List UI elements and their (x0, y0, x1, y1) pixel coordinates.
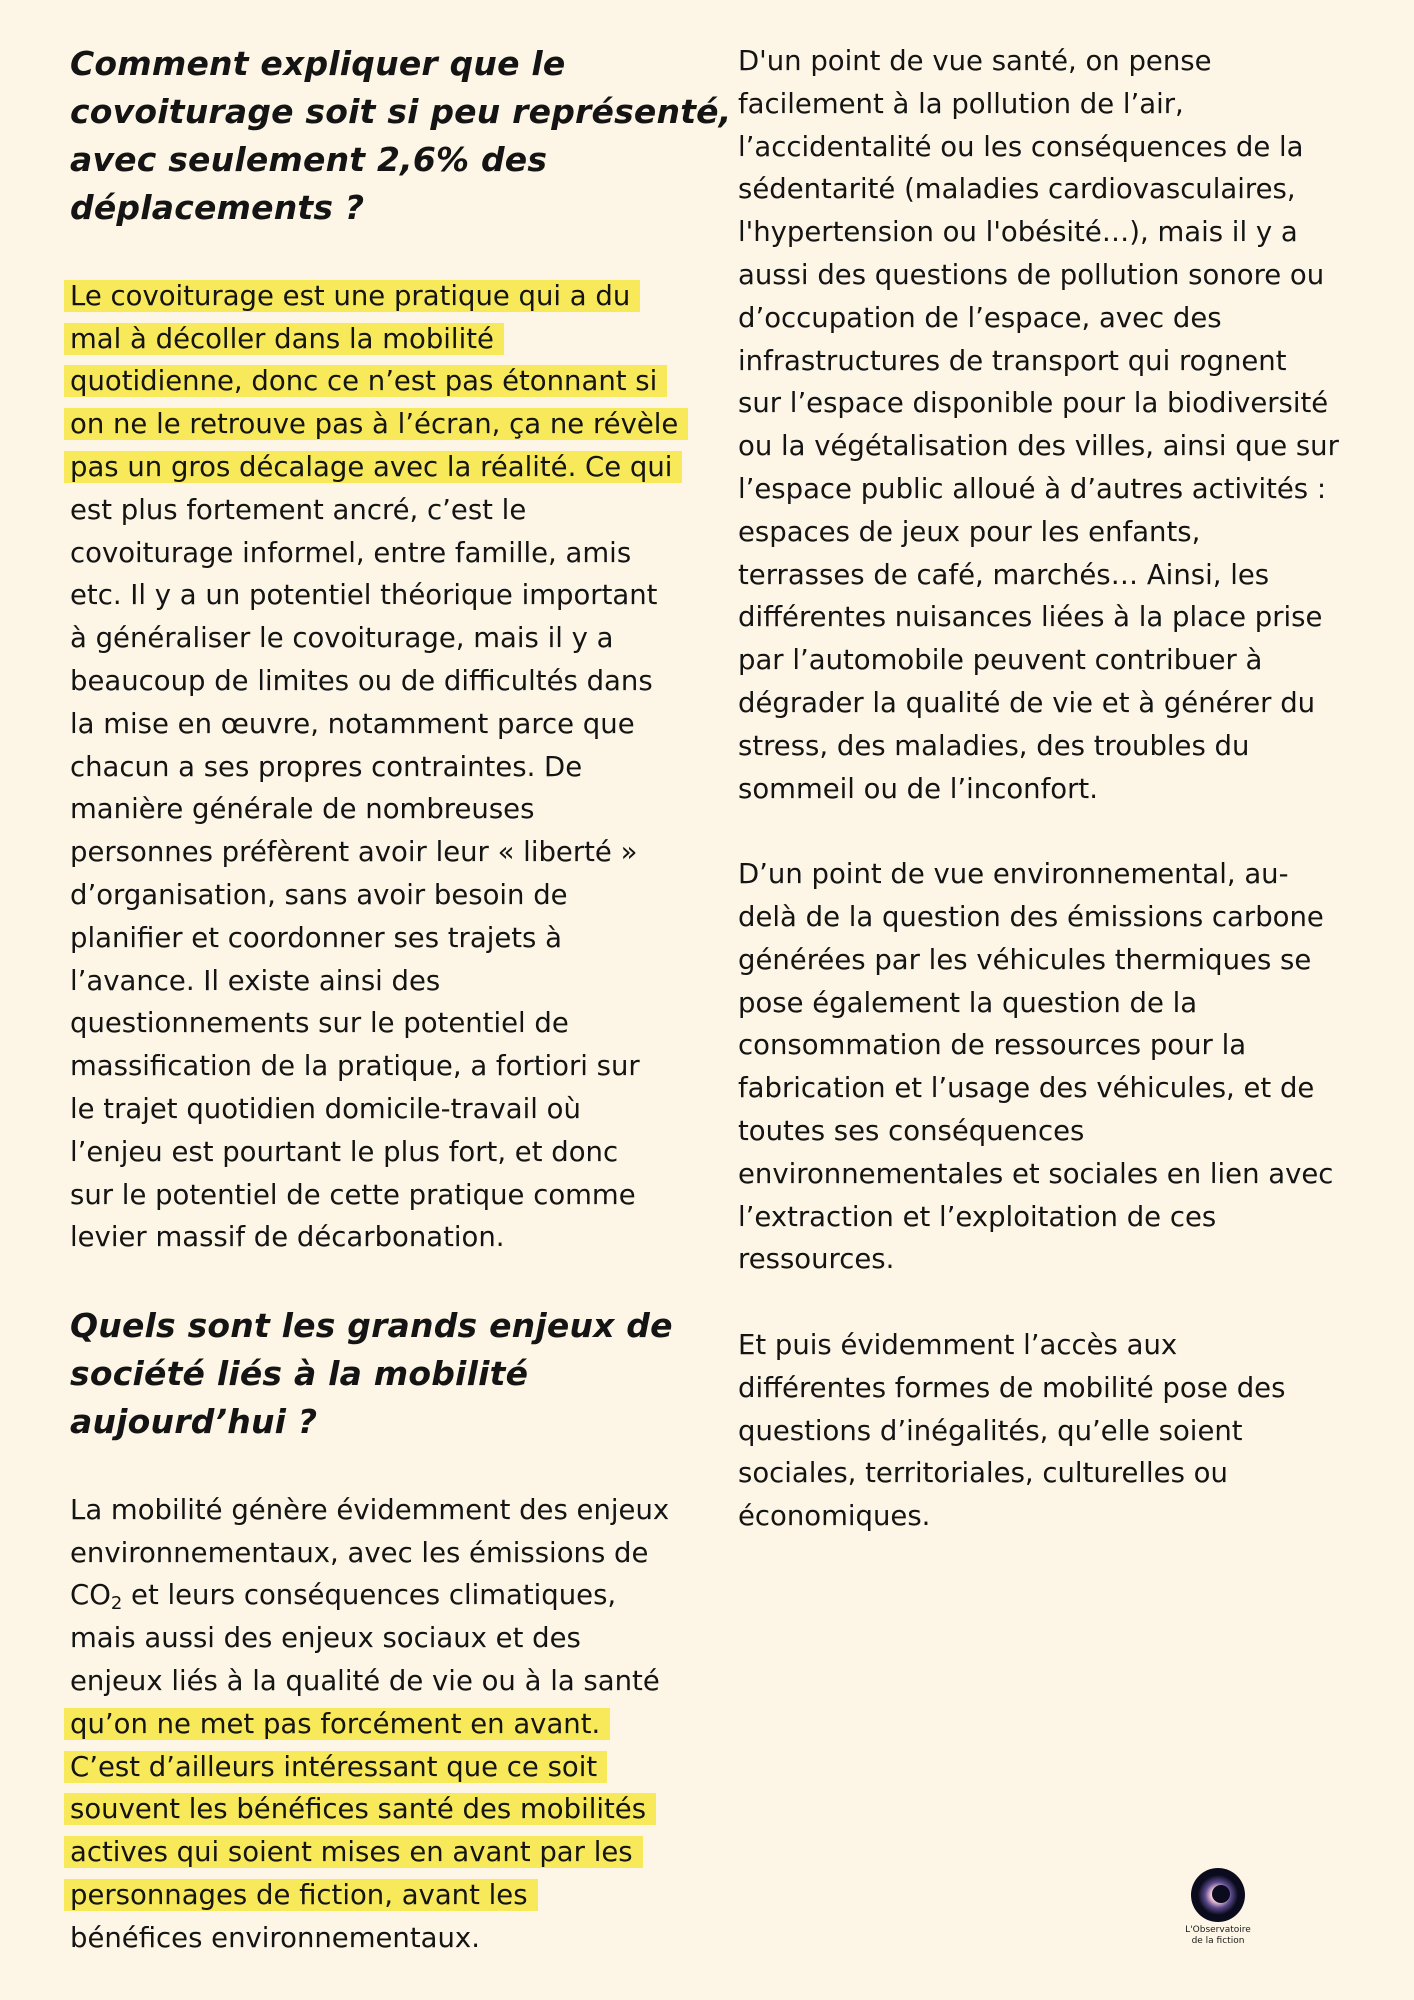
right-column (738, 40, 1358, 1538)
paragraph-environment: D’un point de vue environnemental, au- delà de la question des émissions carbone générées par les véhicules thermiques se pose également la question de la consommation de ressources pour la fabrication et l’usage des véhicules, et de toutes ses conséquences environnementales et sociales en lien avec l’extraction et l’exploitation de ces ressources. (738, 858, 1334, 1276)
observatoire-logo (1178, 1867, 1258, 1947)
eye-logo-icon (1190, 1867, 1246, 1923)
highlighted-text: Le covoiturage est une pratique qui a du (64, 280, 640, 312)
co2-subscript: 2 (110, 1593, 123, 1615)
paragraph-mobility-issues: La mobilité génère évidemment des enjeux environnementaux, avec les émissions de $CO_2$ et leurs conséquences climatiques, mais aussi des enjeux sociaux et des enjeux liés à la qualité de vie ou à la santé qu’on ne met pas forcément en avant. C’est d’ailleurs intéressant que ce soit souvent les bénéfices santé des mobilités actives qui soient mises en avant par les personnages de fiction, avant les bénéfices environnementaux. (70, 1489, 680, 1960)
co2-text: CO (70, 1579, 111, 1612)
logo-text-line2: de la fiction (1191, 1936, 1245, 1946)
paragraph-carpooling: Le covoiturage est une pratique qui a du mal à décoller dans la mobilité quotidienne, donc ce n’est pas étonnant si on ne le retrouve pas à l’écran, ça ne révèle pas un gros décalage avec la réalité. Ce qui est plus fortement ancré, c’est le covoiturage informel, entre famille, amis etc. Il y a un potentiel théorique important à généraliser le covoiturage, mais il y a beaucoup de limites ou de difficultés dans la mise en œuvre, notamment parce que chacun a ses propres contraintes. De manière générale de nombreuses personnes préfèrent avoir leur « liberté » d’organisation, sans avoir besoin de planifier et coordonner ses trajets à l’avance. Il existe ainsi des questionnements sur le potentiel de massification de la pratique, a fortiori sur le trajet quotidien domicile-travail où l’enjeu est pourtant le plus fort, et donc sur le potentiel de cette pratique comme levier massif de décarbonation. (70, 275, 680, 1259)
paragraph-health: D'un point de vue santé, on pense facilement à la pollution de l’air, l’accidentalité ou les conséquences de la sédentarité (maladies cardiovasculaires, l'hypertension ou l'obésité…), mais il y a aussi des questions de pollution sonore ou d’occupation de l’espace, avec des infrastructures de transport qui rognent sur l’espace disponible pour la biodiversité ou la végétalisation des villes, ainsi que sur l’espace public alloué à d’autres activités : espaces de jeux pour les enfants, terrasses de café, marchés… Ainsi, les différentes nuisances liées à la place prise par l’automobile peuvent contribuer à dégrader la qualité de vie et à générer du stress, des maladies, des troubles du sommeil ou de l’inconfort. (738, 45, 1339, 805)
paragraph-inequalities: Et puis évidemment l’accès aux différentes formes de mobilité pose des questions d’inégalités, qu’elle soient sociales, territoriales, culturelles ou économiques. (738, 1328, 1286, 1533)
highlighted-text: mal à décoller dans la mobilité (64, 323, 504, 355)
highlighted-text: pas un gros décalage avec la réalité. Ce qui (64, 451, 682, 483)
highlighted-text: actives qui soient mises en avant par les (64, 1836, 643, 1868)
highlighted-text: qu’on ne met pas forcément en avant. (64, 1708, 610, 1740)
logo-text-line1: L'Observatoire (1185, 1925, 1251, 1935)
highlighted-text: C’est d’ailleurs intéressant que ce soit (64, 1751, 607, 1783)
highlighted-text: souvent les bénéfices santé des mobilités (64, 1793, 656, 1825)
highlighted-text: personnages de fiction, avant les (64, 1879, 538, 1911)
highlighted-text: quotidienne, donc ce n’est pas étonnant si (64, 365, 667, 397)
highlighted-text: on ne le retrouve pas à l’écran, ça ne révèle (64, 408, 688, 440)
heading-mobility-issues: Quels sont les grands enjeux de société liés à la mobilité aujourd’hui ? (70, 1305, 673, 1441)
left-column (70, 40, 732, 1959)
heading-carpooling: Comment expliquer que le covoiturage soit si peu représenté, avec seulement 2,6% des déplacements ? (70, 44, 732, 227)
